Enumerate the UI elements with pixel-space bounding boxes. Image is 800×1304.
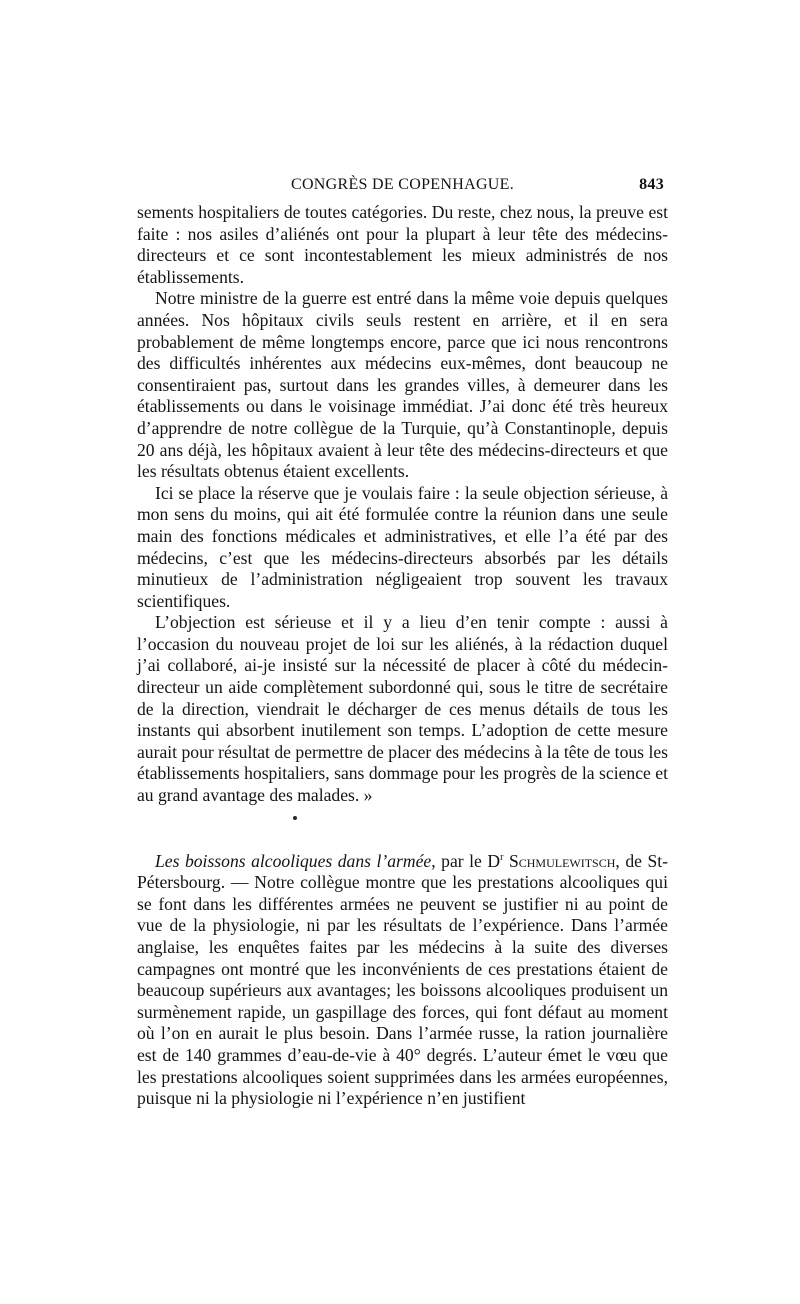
- article-dr-superscript: r: [500, 851, 504, 863]
- article-title: Les boissons alcooliques dans l’armée: [155, 850, 432, 871]
- document-page: [137, 0, 668, 1304]
- paragraph: Notre ministre de la guerre est entré dans la même voie depuis quelques années. Nos hôpitaux civils seuls restent en arrière, et il en sera probablement de même longtemps encore, parce que ici nous rencontrons des difficultés inhérentes aux médecins eux-mêmes, dont beaucoup ne consentiraient pas, surtout dans les grandes villes, à demeurer dans les établissements ou dans le voisinage immédiat. J’ai donc été très heureux d’apprendre de notre collègue de la Turquie, qu’à Constantinople, depuis 20 ans déjà, les hôpitaux avaient à leur tête des médecins-directeurs et que les résultats obtenus étaient excellents.: [137, 288, 668, 482]
- section-separator: [137, 807, 668, 851]
- separator-dot: [293, 816, 297, 820]
- article-byline: , par le D: [431, 850, 501, 871]
- running-header: [137, 176, 668, 198]
- article-paragraph: [137, 851, 668, 1110]
- paragraph: Ici se place la réserve que je voulais faire : la seule objection sérieuse, à mon sens du moins, qui ait été formulée contre la réunion dans une seule main des fonctions médicales et administratives, et elle l’a été par des médecins, c’est que les médecins-directeurs absorbés par les détails minutieux de l’administration négligeaient trop souvent les travaux scientifiques.: [137, 482, 668, 611]
- paragraph: sements hospitaliers de toutes catégories. Du reste, chez nous, la preuve est faite : nos asiles d’aliénés ont pour la plupart à leur tête des médecins-directeurs et ce sont incontestablement les mieux administrés de nos établissements.: [137, 202, 668, 287]
- article-text: , de St-Pétersbourg. — Notre collègue montre que les prestations alcooliques qui se font dans les différentes armées ne peuvent se justifier ni au point de vue de la physiologie, ni par les résultats de l’expérience. Dans l’armée anglaise, les enquêtes faites par les médecins à la suite des diverses campagnes ont montré que les inconvénients de ces prestations étaient de beaucoup supérieurs aux avantages; les boissons alcooliques produisent un surmènement rapide, un gaspillage des forces, qui font défaut au moment où l’on en aurait le plus besoin. Dans l’armée russe, la ration journalière est de 140 grammes d’eau-de-vie à 40° degrés. L’auteur émet le vœu que les prestations alcooliques soient supprimées dans les armées européennes, puisque ni la physiologie ni l’expérience n’en justifient: [137, 850, 668, 1109]
- page-number: 843: [639, 176, 664, 193]
- paragraph: L’objection est sérieuse et il y a lieu d’en tenir compte : aussi à l’occasion du nouveau projet de loi sur les aliénés, à la rédaction duquel j’ai collaboré, ai-je insisté sur la nécessité de placer à côté du médecin-directeur un aide complètement subordonné qui, sous le titre de secrétaire de la direction, viendrait le décharger de ces menus détails de tous les instants qui absorbent inutilement son temps. L’adoption de cette mesure aurait pour résultat de permettre de placer des médecins à la tête de tous les établissements hospitaliers, sans dommage pour les progrès de la science et au grand avantage des malades. »: [137, 612, 668, 806]
- running-title: CONGRÈS DE COPENHAGUE.: [290, 176, 515, 193]
- article-author: Schmulewitsch: [508, 850, 616, 871]
- body-text: [137, 202, 668, 1110]
